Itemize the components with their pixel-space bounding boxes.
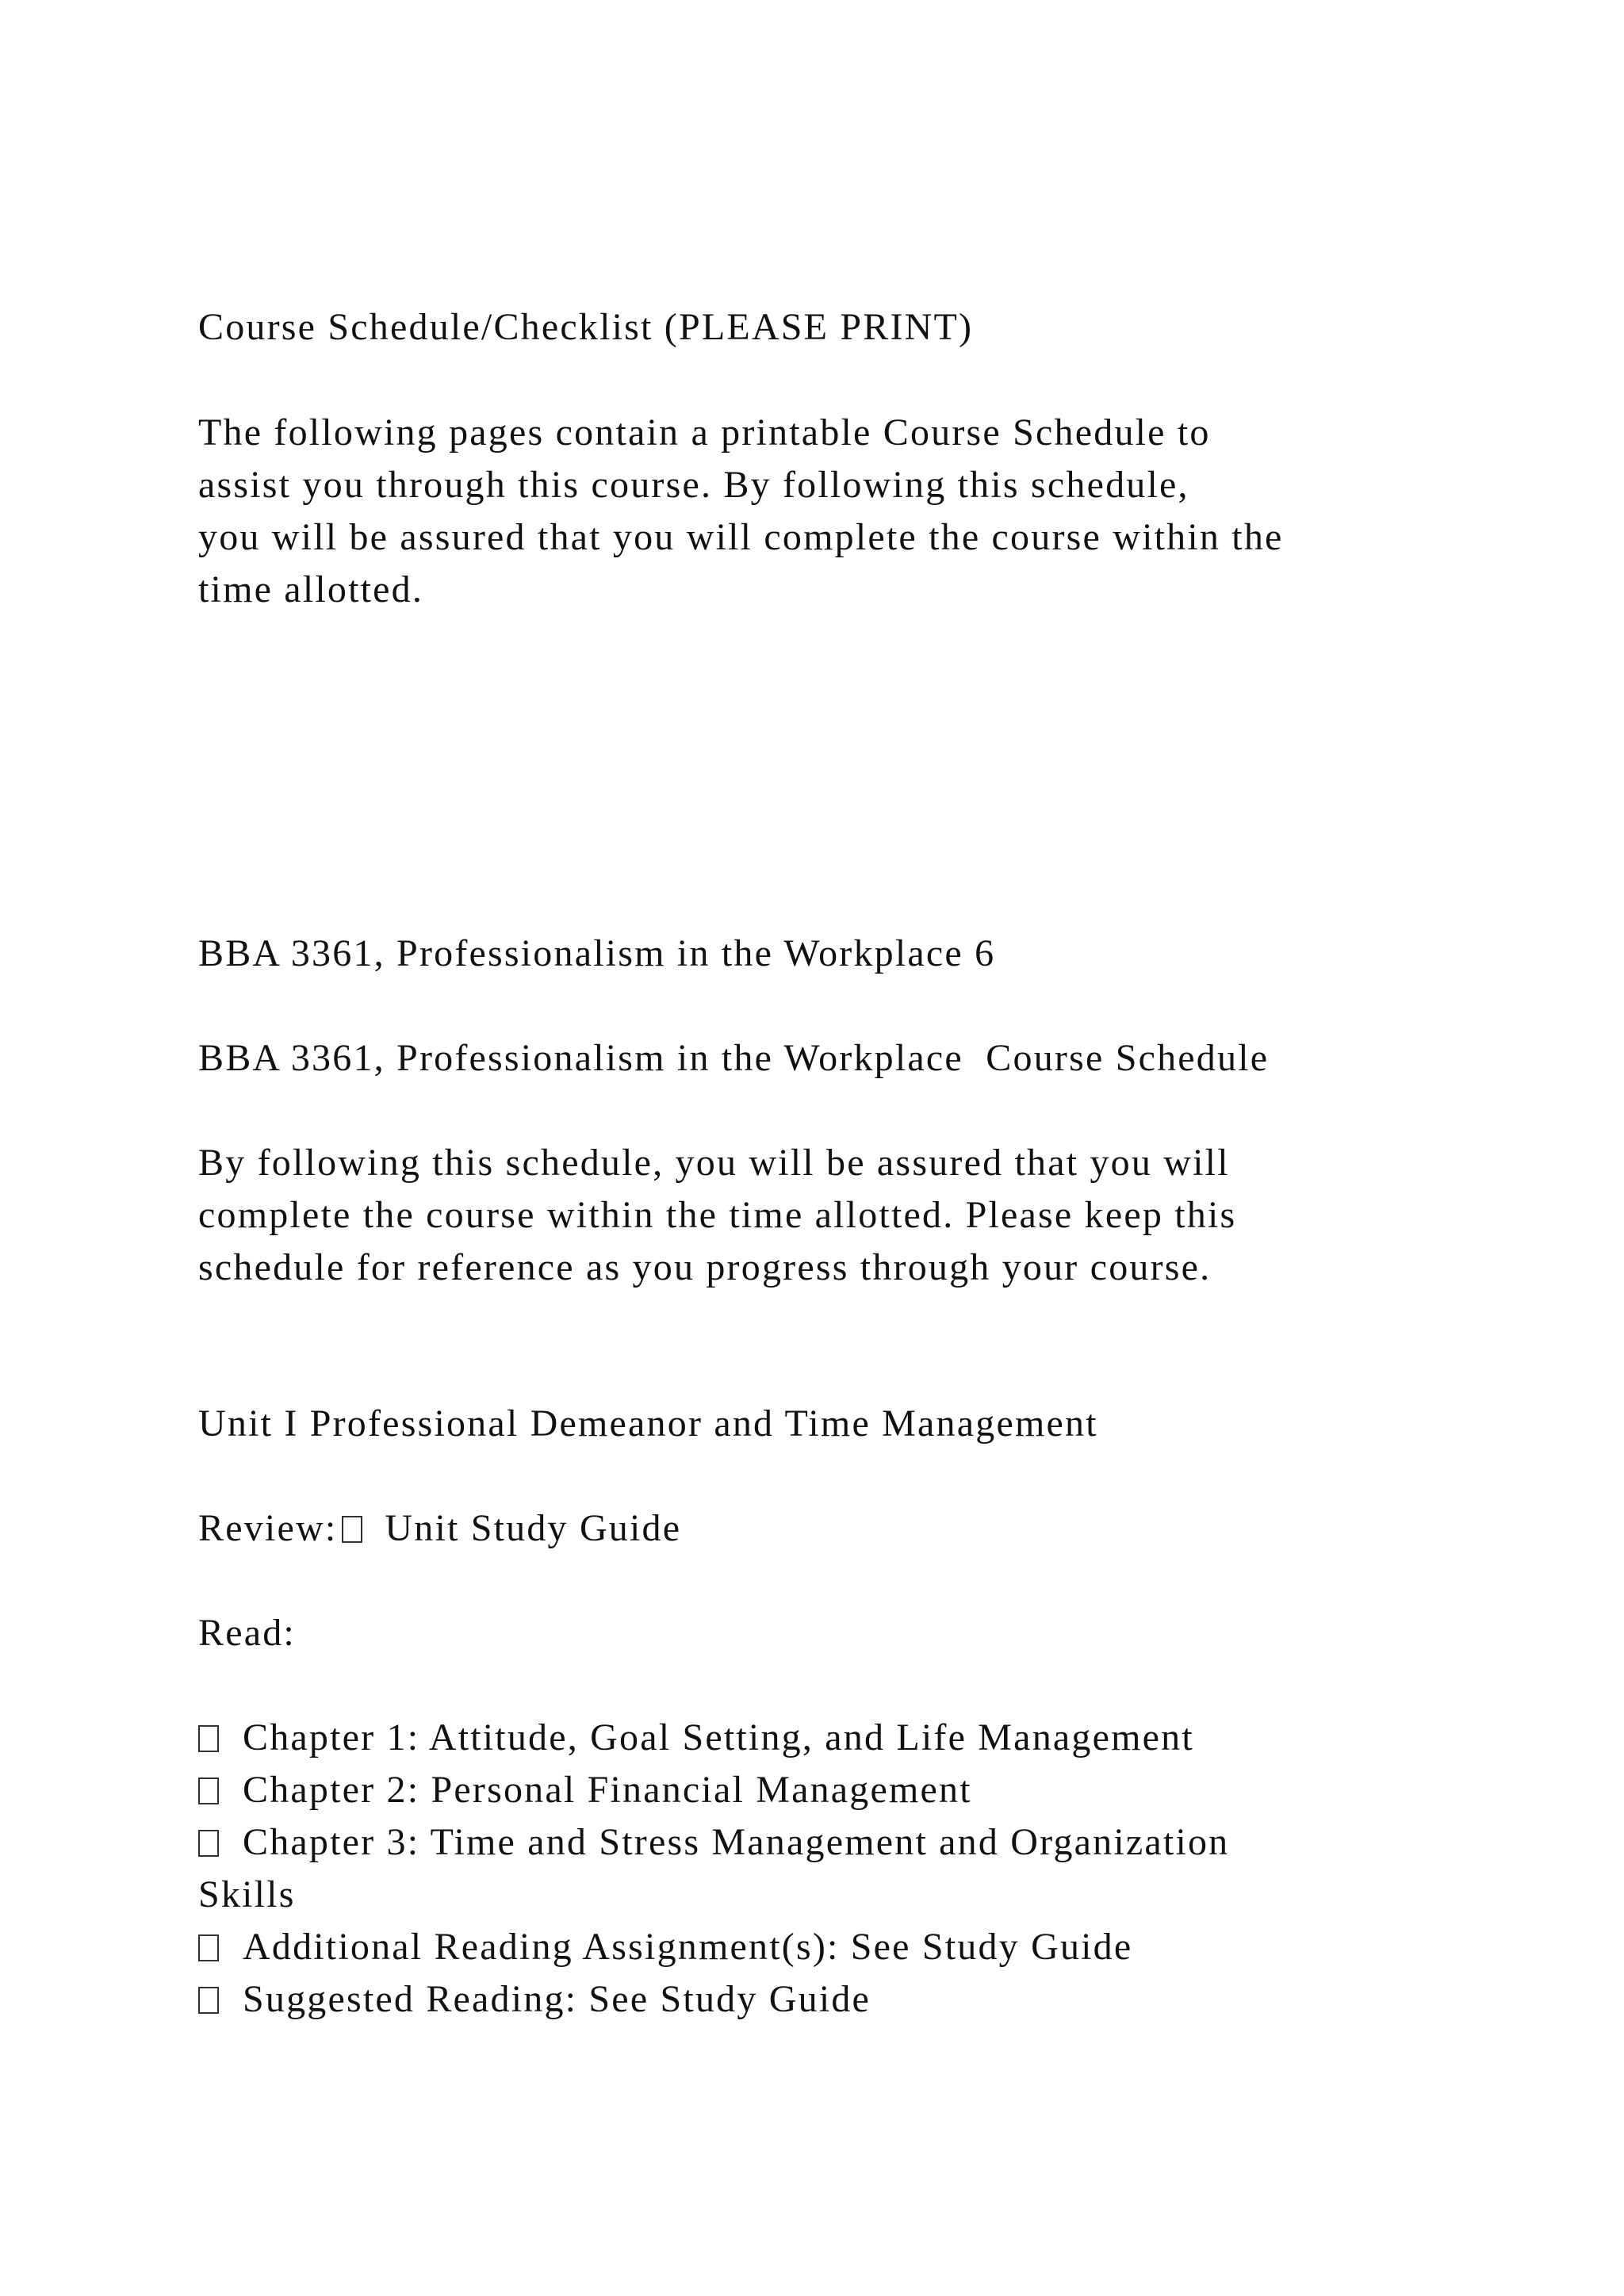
checkbox-icon — [198, 1934, 219, 1961]
checkbox-icon — [198, 1777, 219, 1804]
schedule-heading: BBA 3361, Professionalism in the Workplace Course Schedule — [198, 1037, 1270, 1079]
read-item-continuation: Skills — [198, 1873, 296, 1915]
read-label: Read: — [198, 1612, 296, 1654]
intro-line-1: The following pages contain a printable Course Schedule to — [198, 411, 1211, 453]
document-title: Course Schedule/Checklist (PLEASE PRINT) — [198, 306, 974, 348]
checkbox-icon — [198, 1830, 219, 1857]
checkbox-icon — [198, 1987, 219, 2014]
read-item — [198, 1712, 1194, 1764]
review-label: Review: — [198, 1507, 338, 1549]
read-item-label: Chapter 1: Attitude, Goal Setting, and Life Management — [243, 1716, 1194, 1758]
read-item — [198, 1973, 871, 2026]
schedule-intro-line-3: schedule for reference as you progress through your course. — [198, 1246, 1212, 1288]
read-item — [198, 1921, 1132, 1973]
schedule-intro-line-2: complete the course within the time allotted. Please keep this — [198, 1194, 1237, 1236]
read-item — [198, 1764, 972, 1816]
checkbox-icon — [198, 1725, 219, 1752]
read-item-label: Chapter 3: Time and Stress Management and Organization — [243, 1821, 1230, 1863]
read-item — [198, 1816, 1229, 1869]
review-item: Unit Study Guide — [385, 1507, 682, 1549]
read-item-label: Chapter 2: Personal Financial Management — [243, 1769, 972, 1811]
unit-title: Unit I Professional Demeanor and Time Management — [198, 1402, 1098, 1445]
read-item-label: Suggested Reading: See Study Guide — [243, 1978, 871, 2020]
review-checkbox-icon — [342, 1516, 362, 1543]
intro-line-2: assist you through this course. By following this schedule, — [198, 464, 1189, 506]
schedule-intro-line-1: By following this schedule, you will be assured that you will — [198, 1142, 1230, 1184]
intro-line-3: you will be assured that you will complete the course within the — [198, 516, 1284, 558]
review-row — [198, 1502, 681, 1555]
running-header: BBA 3361, Professionalism in the Workplace 6 — [198, 932, 996, 974]
read-item-label: Additional Reading Assignment(s): See Study Guide — [243, 1926, 1133, 1968]
intro-line-4: time allotted. — [198, 568, 424, 610]
